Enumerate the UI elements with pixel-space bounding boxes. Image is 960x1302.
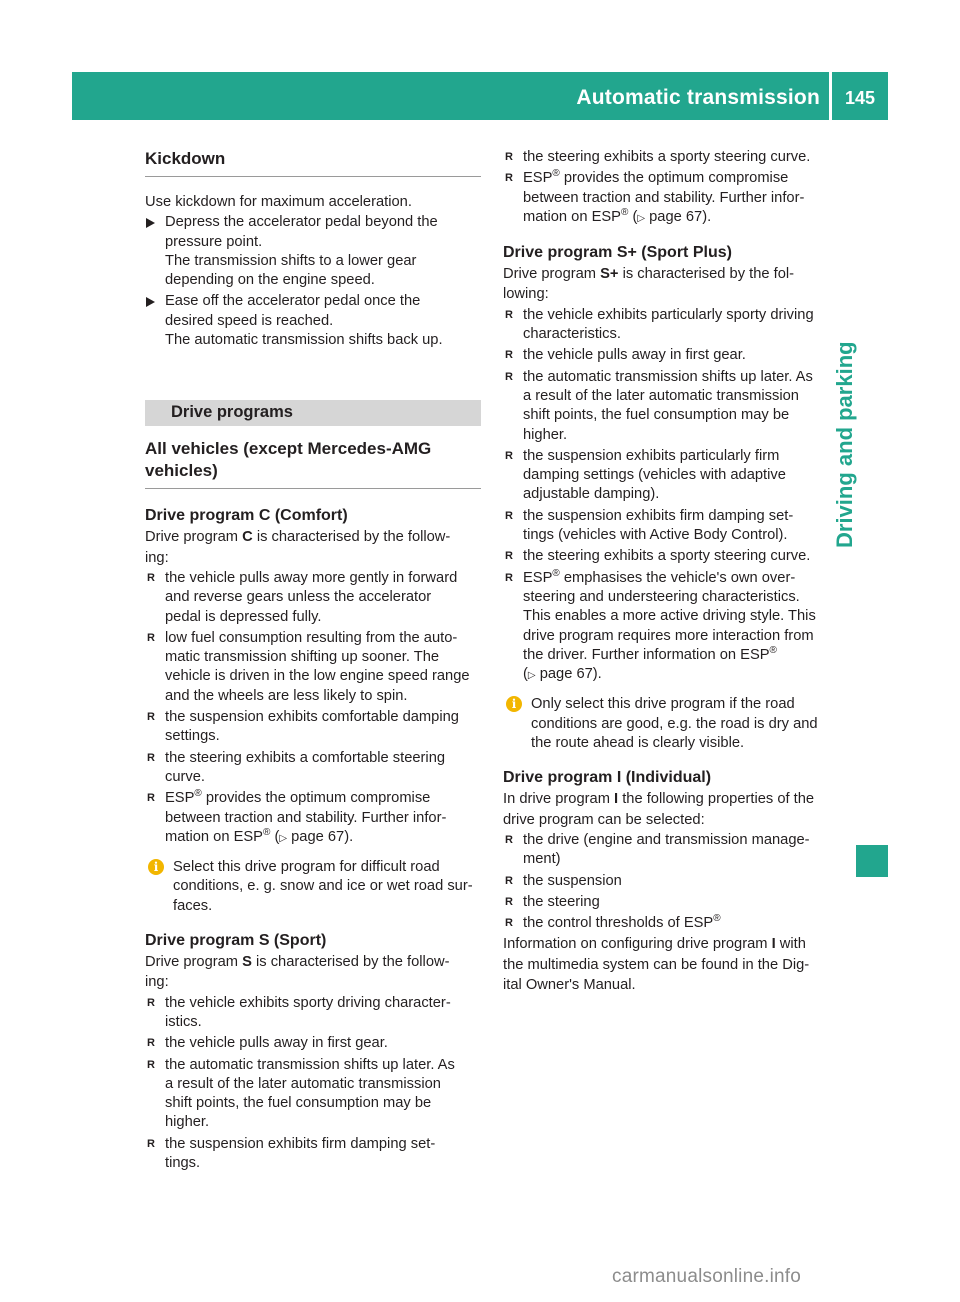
list-item: [503, 368, 839, 445]
info-icon: i: [148, 859, 164, 875]
all-vehicles-heading-line1: All vehicles (except Mercedes-AMG: [145, 439, 432, 459]
text: Drive program: [145, 529, 243, 546]
text: Depress the accelerator pedal beyond the: [165, 214, 438, 231]
text: the route ahead is clearly visible.: [531, 735, 745, 752]
text: Ease off the accelerator pedal once the: [165, 293, 421, 310]
text: the steering exhibits a sporty steering curve.: [523, 149, 811, 165]
bullet-icon: R: [505, 172, 513, 185]
registered-icon: ®: [194, 788, 202, 800]
text: shift points, the fuel consumption may be: [523, 407, 790, 424]
text: provides the optimum compromise: [201, 790, 431, 807]
text: tings (vehicles with Active Body Control).: [523, 527, 788, 544]
text: the steering exhibits a comfortable steering: [165, 749, 446, 766]
bullet-icon: R: [505, 151, 513, 163]
text: depending on the engine speed.: [165, 272, 375, 289]
info-icon: i: [506, 696, 522, 712]
list-item: [145, 569, 481, 627]
registered-icon: ®: [620, 207, 629, 218]
text: conditions, e. g. snow and ice or wet road sur-: [173, 878, 473, 895]
left-column: [145, 148, 481, 1175]
text: the steering exhibits a sporty steering curve.: [523, 548, 811, 565]
drive-programs-box: [145, 400, 481, 426]
bullet-icon: R: [505, 349, 513, 362]
text: low fuel consumption resulting from the auto-: [165, 629, 458, 646]
text: curve.: [165, 768, 205, 785]
text: with: [775, 936, 806, 953]
page-ref-icon: ▷: [637, 212, 646, 224]
text: conditions are good, e.g. the road is dry and: [531, 715, 818, 732]
text: ESP: [523, 569, 553, 586]
text: Only select this drive program if the road: [531, 696, 795, 713]
program-letter: S+: [600, 266, 619, 283]
sport-plus-bullets: [503, 306, 839, 567]
text: shift points, the fuel consumption may be: [165, 1095, 432, 1112]
text: the vehicle exhibits particularly sporty driving: [523, 306, 814, 323]
sport-plus-esp-bullet: [503, 569, 839, 686]
comfort-bullets: [145, 569, 481, 787]
list-item: [145, 629, 481, 706]
sport-bullets: [145, 994, 481, 1174]
bullet-icon: R: [505, 449, 513, 462]
page-ref-link[interactable]: page 67).: [535, 666, 602, 683]
text: matic transmission shifting up sooner. The: [165, 649, 440, 666]
text: mation on ESP: [165, 828, 263, 845]
individual-bullets: [503, 831, 839, 912]
right-column: [503, 148, 839, 996]
sport-intro: [145, 953, 481, 972]
text: pedal is depressed fully.: [165, 608, 322, 625]
page-ref-link[interactable]: page 67).: [287, 828, 354, 845]
text: Drive program: [145, 954, 243, 971]
text: steering and understeering characteristics.: [523, 588, 800, 605]
bullet-icon: R: [505, 550, 513, 563]
text: In drive program: [503, 791, 615, 808]
text: provides the optimum compromise: [559, 170, 789, 187]
list-item: [503, 893, 839, 912]
text: the vehicle pulls away in first gear.: [523, 347, 746, 364]
all-vehicles-heading: [145, 438, 481, 482]
heading-rule: [145, 488, 481, 489]
individual-intro-line2: drive program can be selected:: [503, 811, 705, 828]
text: is characterised by the fol-: [618, 266, 795, 283]
text: the driver. Further information on ESP: [523, 646, 770, 663]
text: Select this drive program for difficult road: [173, 859, 440, 876]
program-letter: S: [242, 954, 252, 971]
text: the suspension exhibits comfortable damping: [165, 709, 459, 726]
all-vehicles-heading-line2: vehicles): [145, 461, 218, 481]
text: the following properties of the: [618, 791, 815, 808]
text: Drive program: [503, 266, 601, 283]
individual-outro: [503, 935, 839, 954]
text: settings.: [165, 728, 220, 745]
text: a result of the later automatic transmission: [165, 1075, 441, 1092]
drive-programs-title: Drive programs: [171, 403, 293, 422]
program-letter: I: [771, 936, 776, 953]
sport-plus-info-note: [503, 695, 839, 753]
individual-esp-bullet: [503, 914, 839, 933]
chapter-tab-label: Driving and parking: [832, 341, 857, 548]
bullet-icon: R: [147, 751, 155, 764]
comfort-esp-bullet: [145, 789, 481, 848]
list-item: [145, 1034, 481, 1053]
individual-outro-line2: the multimedia system can be found in the Dig-: [503, 956, 810, 973]
page-ref-icon: ▷: [279, 832, 288, 844]
text: the automatic transmission shifts up later. As: [165, 1056, 455, 1073]
list-item: [145, 749, 481, 788]
bullet-icon: R: [147, 571, 155, 584]
bullet-icon: R: [505, 509, 513, 522]
heading-rule: [145, 176, 481, 177]
step-arrow-icon: [146, 218, 155, 228]
registered-icon: ®: [713, 913, 721, 925]
list-item: [145, 994, 481, 1033]
bullet-icon: R: [505, 833, 513, 846]
kickdown-intro: Use kickdown for maximum acceleration.: [145, 194, 412, 210]
page-ref-link[interactable]: page 67).: [645, 208, 712, 225]
bullet-icon: R: [147, 1058, 155, 1071]
list-item: [145, 1056, 481, 1133]
list-item: [503, 306, 839, 345]
sport-heading: Drive program S (Sport): [145, 932, 327, 950]
text: ESP: [523, 170, 553, 187]
individual-heading: Drive program I (Individual): [503, 769, 712, 787]
text: ESP: [165, 790, 195, 807]
bullet-icon: R: [147, 631, 155, 644]
text: higher.: [165, 1114, 210, 1131]
text: the suspension exhibits particularly firm: [523, 447, 780, 464]
step-arrow-icon: [146, 297, 155, 307]
list-item: [503, 447, 839, 505]
sport-plus-heading: Drive program S+ (Sport Plus): [503, 244, 732, 262]
comfort-info-note: [145, 858, 481, 916]
text: (: [523, 666, 528, 683]
bullet-icon: R: [505, 917, 513, 930]
list-item: [503, 872, 839, 891]
bullet-icon: R: [505, 370, 513, 383]
page-ref-icon: ▷: [527, 670, 536, 682]
text: the automatic transmission shifts up later. As: [523, 368, 813, 385]
text: characteristics.: [523, 326, 621, 343]
sport-esp-bullet: [503, 169, 839, 228]
sport-steering-bullet: [503, 148, 839, 167]
comfort-heading: Drive program C (Comfort): [145, 507, 348, 525]
chapter-marker: [856, 845, 888, 877]
individual-intro: [503, 790, 839, 809]
text: the vehicle pulls away more gently in forward: [165, 569, 458, 586]
text: the vehicle pulls away in first gear.: [165, 1035, 388, 1052]
text: mation on ESP: [523, 208, 621, 225]
sport-intro-line2: ing:: [145, 974, 169, 991]
text: the suspension exhibits firm damping set-: [165, 1135, 436, 1152]
individual-outro-line3: ital Owner's Manual.: [503, 976, 636, 993]
comfort-intro-line2: ing:: [145, 549, 169, 566]
program-letter: I: [614, 791, 619, 808]
text: a result of the later automatic transmission: [523, 387, 799, 404]
program-letter: C: [242, 529, 253, 546]
text: the suspension exhibits firm damping set-: [523, 507, 794, 524]
kickdown-heading: Kickdown: [145, 149, 226, 168]
bullet-icon: R: [147, 1037, 155, 1050]
text: higher.: [523, 426, 568, 443]
text: is characterised by the follow-: [251, 954, 450, 971]
instruction-step: [145, 213, 481, 290]
list-item: [145, 708, 481, 747]
list-item: [503, 831, 839, 870]
bullet-icon: R: [505, 874, 513, 887]
list-item: [503, 507, 839, 546]
text: tings.: [165, 1154, 201, 1171]
text: between traction and stability. Further infor-: [165, 809, 447, 826]
text: pressure point.: [165, 233, 263, 250]
text: (: [270, 828, 280, 845]
kickdown-steps: [145, 213, 481, 350]
text: the drive (engine and transmission manage-: [523, 831, 810, 848]
text: damping settings (vehicles with adaptive: [523, 467, 786, 484]
sport-plus-intro: [503, 265, 839, 284]
bullet-icon: R: [147, 1137, 155, 1150]
text: the steering: [523, 893, 600, 910]
text: the suspension: [523, 872, 622, 889]
text: between traction and stability. Further infor-: [523, 189, 805, 206]
bullet-icon: R: [505, 895, 513, 908]
text: desired speed is reached.: [165, 312, 334, 329]
bullet-icon: R: [147, 996, 155, 1009]
text: faces.: [173, 897, 213, 914]
list-item: [145, 1135, 481, 1174]
header-bar: [72, 72, 888, 120]
text: This enables a more active driving style. This: [523, 608, 816, 625]
list-item: [503, 547, 839, 566]
bullet-icon: R: [147, 711, 155, 724]
bullet-icon: R: [147, 792, 155, 805]
registered-icon: ®: [262, 826, 271, 838]
text: The automatic transmission shifts back up.: [165, 332, 443, 349]
sport-plus-intro-line2: lowing:: [503, 286, 549, 303]
instruction-step: [145, 292, 481, 350]
bullet-icon: R: [505, 308, 513, 321]
text: the control thresholds of ESP: [523, 915, 714, 932]
watermark: carmanualsonline.info: [612, 1266, 802, 1287]
bullet-icon: R: [505, 571, 513, 584]
text: adjustable damping).: [523, 486, 660, 503]
text: and the wheels are less likely to spin.: [165, 687, 408, 704]
text: emphasises the vehicle's own over-: [559, 569, 796, 586]
header-divider: [829, 72, 832, 120]
text: is characterised by the follow-: [252, 529, 451, 546]
text: The transmission shifts to a lower gear: [165, 252, 417, 269]
text: vehicle is driven in the low engine speed range: [165, 668, 470, 685]
text: (: [628, 208, 638, 225]
text: istics.: [165, 1013, 202, 1030]
registered-icon: ®: [552, 168, 560, 180]
registered-icon: ®: [769, 644, 777, 656]
text: the vehicle exhibits sporty driving character-: [165, 994, 451, 1011]
text: ment): [523, 851, 561, 868]
text: and reverse gears unless the accelerator: [165, 589, 432, 606]
page-number: 145: [844, 88, 876, 108]
text: drive program requires more interaction from: [523, 627, 814, 644]
section-title: Automatic transmission: [576, 86, 820, 109]
text: Information on configuring drive program: [503, 936, 772, 953]
list-item: [503, 346, 839, 365]
registered-icon: ®: [552, 567, 560, 579]
comfort-intro: [145, 528, 481, 547]
